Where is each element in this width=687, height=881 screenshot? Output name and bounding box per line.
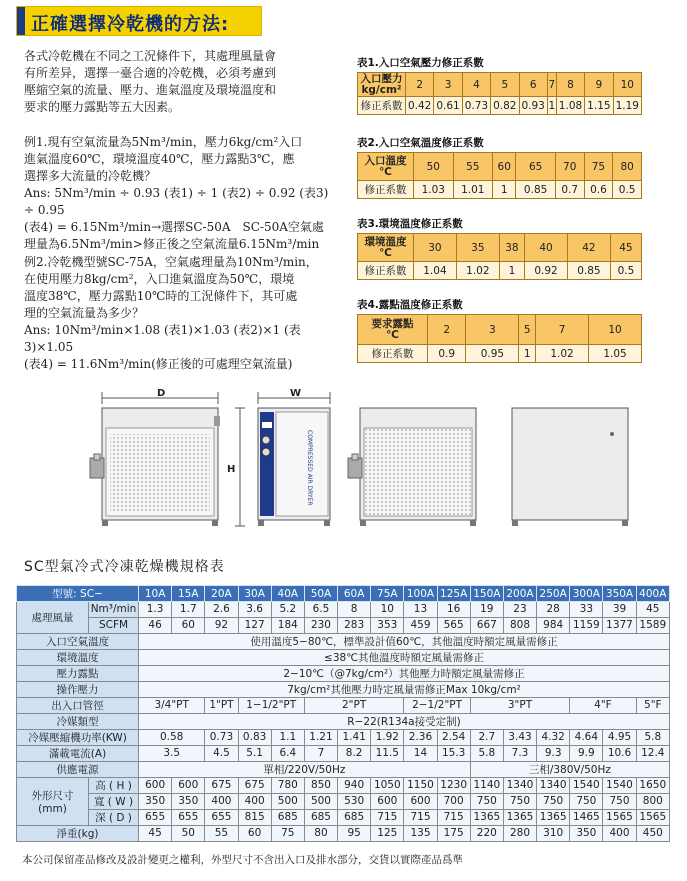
cell: 16 [437, 602, 470, 618]
cell: 1465 [570, 809, 603, 825]
cell: 1.21 [304, 729, 337, 745]
cell: 2.54 [437, 729, 470, 745]
cell: 11.5 [371, 745, 404, 761]
cell: 4.5 [205, 745, 238, 761]
table1-col: 5 [491, 73, 519, 97]
example-line: 理量為6.5Nm³/min>修正後之空氣流量6.15Nm³/min [24, 237, 320, 251]
table3-title: 表3.環境溫度修正系數 [357, 218, 463, 230]
table2-row-label: 修正系數 [358, 181, 414, 199]
table2-col: 80 [613, 153, 642, 181]
dryer-dimension-drawings [80, 384, 680, 542]
table2-val: 0.5 [613, 181, 642, 199]
cell: 1589 [636, 617, 669, 633]
table1-col: 2 [406, 73, 434, 97]
dewpoint-row [17, 665, 670, 681]
cell: 125 [371, 825, 404, 841]
dim-d-label: D [157, 388, 166, 399]
table3-val: 0.85 [567, 262, 610, 280]
table4-col: 3 [466, 315, 519, 345]
cell: 715 [404, 809, 437, 825]
intro-line: 要求的壓力露點等五大因素。 [24, 100, 181, 114]
table4-val: 1 [519, 345, 536, 363]
cell: 655 [139, 809, 172, 825]
table2-val: 0.7 [555, 181, 584, 199]
table1-pressure-correction [357, 72, 642, 115]
cell: 815 [238, 809, 271, 825]
table3-head: 環境溫度 ℃ [358, 234, 414, 262]
row-label: 供應電源 [17, 761, 139, 777]
flow-nm3-row [17, 602, 670, 618]
power-row [17, 729, 670, 745]
cell: 530 [338, 793, 371, 809]
cell: 1.92 [371, 729, 404, 745]
dim-label: 外形尺寸 (mm) [17, 777, 89, 825]
cell: 1365 [503, 809, 536, 825]
table2-title: 表2.入口空氣溫度修正系數 [357, 137, 484, 149]
table1-val: 1.08 [556, 97, 584, 115]
cell: 1565 [636, 809, 669, 825]
table1-col: 4 [462, 73, 490, 97]
cell: 39 [603, 602, 636, 618]
model-cell: 350A [603, 586, 636, 602]
cell: 1365 [470, 809, 503, 825]
model-cell: 10A [139, 586, 172, 602]
cell: 280 [503, 825, 536, 841]
flow-unit: SCFM [89, 617, 139, 633]
cell: 750 [537, 793, 570, 809]
table1-val: 1 [547, 97, 556, 115]
cell: 2.36 [404, 729, 437, 745]
cell: 220 [470, 825, 503, 841]
model-cell: 20A [205, 586, 238, 602]
cell: 4"F [570, 697, 636, 713]
cell: 5"F [636, 697, 669, 713]
table3-val: 1.02 [456, 262, 499, 280]
cell: 1.41 [338, 729, 371, 745]
cell: 600 [172, 777, 205, 793]
table3-val: 1.04 [414, 262, 457, 280]
cell: 675 [238, 777, 271, 793]
table4-title: 表4.露點溫度修正系數 [357, 299, 463, 311]
table3-row-label: 修正系數 [358, 262, 414, 280]
cell: 80 [304, 825, 337, 841]
cell: 1377 [603, 617, 636, 633]
cell: 2.6 [205, 602, 238, 618]
table1-head: 入口壓力 kg/cm² [358, 73, 406, 97]
cell: 750 [503, 793, 536, 809]
cell: 13 [404, 602, 437, 618]
intro-line: 壓縮空氣的流量、壓力、進氣溫度及環境溫度和 [24, 83, 277, 97]
dim-w-row [17, 793, 670, 809]
cell: 283 [338, 617, 371, 633]
table3-col: 35 [456, 234, 499, 262]
cell: 50 [172, 825, 205, 841]
rear-view-drawing [348, 408, 476, 526]
table2-col: 70 [555, 153, 584, 181]
table3-ambient-temp-correction [357, 233, 642, 280]
cell: 60 [172, 617, 205, 633]
cell: 135 [404, 825, 437, 841]
cell: 350 [139, 793, 172, 809]
cell: 667 [470, 617, 503, 633]
row-label: 出入口管徑 [17, 697, 139, 713]
table1-col: 3 [434, 73, 462, 97]
cell: 600 [404, 793, 437, 809]
table2-val: 1.03 [414, 181, 454, 199]
row-label: 操作壓力 [17, 681, 139, 697]
inlet-temp-row [17, 633, 670, 649]
model-cell: 100A [404, 586, 437, 602]
dim-h-label: H [227, 464, 236, 475]
cell: 715 [437, 809, 470, 825]
model-row [17, 586, 670, 602]
cell: 1650 [636, 777, 669, 793]
cell: 0.58 [139, 729, 205, 745]
cell: 10.6 [603, 745, 636, 761]
table2-col: 50 [414, 153, 454, 181]
cell: 1140 [470, 777, 503, 793]
cell: 1230 [437, 777, 470, 793]
example-line: 選擇多大流量的冷乾機？ [24, 169, 157, 183]
cell: 350 [172, 793, 205, 809]
flow-label: 處理風量 [17, 602, 89, 634]
cell: 19 [470, 602, 503, 618]
cell: 12.4 [636, 745, 669, 761]
cell: 808 [503, 617, 536, 633]
table4-val: 1.05 [589, 345, 642, 363]
cell: 23 [503, 602, 536, 618]
cell: 565 [437, 617, 470, 633]
cell: 46 [139, 617, 172, 633]
front-view-drawing [227, 388, 330, 526]
table2-val: 1 [493, 181, 516, 199]
cell: 1150 [404, 777, 437, 793]
table1-val: 0.82 [491, 97, 519, 115]
example-line: Ans: 5Nm³/min ÷ 0.93 (表1) ÷ 1 (表2) ÷ 0.92 (表3) ÷ 0.95 [24, 186, 329, 217]
cell: 92 [205, 617, 238, 633]
cell: 6.4 [271, 745, 304, 761]
cell: 685 [271, 809, 304, 825]
cell: 5.8 [470, 745, 503, 761]
cell: 984 [537, 617, 570, 633]
cell: 655 [205, 809, 238, 825]
row-label: 環境溫度 [17, 649, 139, 665]
model-cell: 200A [503, 586, 536, 602]
cell: 2.7 [470, 729, 503, 745]
cell: 33 [570, 602, 603, 618]
cell: 700 [437, 793, 470, 809]
cell: 1565 [603, 809, 636, 825]
example-1 [24, 134, 338, 253]
cell: 0.83 [238, 729, 271, 745]
table4-val: 0.9 [428, 345, 466, 363]
model-cell: 60A [338, 586, 371, 602]
cell: 127 [238, 617, 271, 633]
cell: 750 [570, 793, 603, 809]
table4-val: 1.02 [536, 345, 589, 363]
cell: 7 [304, 745, 337, 761]
model-cell: 30A [238, 586, 271, 602]
example-line: (表4) = 6.15Nm³/min→選擇SC-50A SC-50A空氣處 [24, 220, 324, 234]
cell: 655 [172, 809, 205, 825]
cell: 1−1/2"PT [238, 697, 304, 713]
cell: 9.9 [570, 745, 603, 761]
table1-val: 0.42 [406, 97, 434, 115]
ambient-row [17, 649, 670, 665]
cell: 4.64 [570, 729, 603, 745]
merged-cell: 使用溫度5−80℃，標準設計值60℃，其他溫度時額定風量需修正 [139, 633, 670, 649]
cell: 780 [271, 777, 304, 793]
table1-row-label: 修正系數 [358, 97, 406, 115]
cell: 1.1 [271, 729, 304, 745]
model-label: 型號: SC− [17, 586, 139, 602]
cell: 175 [437, 825, 470, 841]
cell: 5.8 [636, 729, 669, 745]
table1-val: 1.15 [585, 97, 613, 115]
cell: 3.6 [238, 602, 271, 618]
table4-val: 0.95 [466, 345, 519, 363]
cell: 8 [338, 602, 371, 618]
spec-table-title: SC型氣冷式冷凍乾燥機規格表 [24, 559, 225, 575]
cell: 60 [238, 825, 271, 841]
cell: 675 [205, 777, 238, 793]
cell: 600 [139, 777, 172, 793]
table2-col: 60 [493, 153, 516, 181]
model-cell: 75A [371, 586, 404, 602]
pipe-row [17, 697, 670, 713]
cell: 8.2 [338, 745, 371, 761]
table2-col: 75 [584, 153, 613, 181]
table3-col: 45 [610, 234, 641, 262]
cell: 500 [304, 793, 337, 809]
merged-cell: R−22(R134a接受定制) [139, 713, 670, 729]
example-line: 理的空氣流量為多少？ [24, 306, 145, 320]
table4-col: 10 [589, 315, 642, 345]
table1-val: 0.61 [434, 97, 462, 115]
table4-row-label: 修正系數 [358, 345, 428, 363]
cell: 353 [371, 617, 404, 633]
example-line: 例1.現有空氣流量為5Nm³/min，壓力6kg/cm²入口 [24, 135, 303, 149]
merged-cell: 單相/220V/50Hz [139, 761, 471, 777]
cell: 1540 [570, 777, 603, 793]
dim-sub-label: 寬 ( W ) [89, 793, 139, 809]
cell: 14 [404, 745, 437, 761]
cell: 75 [271, 825, 304, 841]
side-view-drawing [90, 388, 220, 526]
cell: 4.95 [603, 729, 636, 745]
cell: 500 [271, 793, 304, 809]
table4-head: 要求露點 ℃ [358, 315, 428, 345]
table4-col: 5 [519, 315, 536, 345]
table3-val: 0.5 [610, 262, 641, 280]
cell: 45 [636, 602, 669, 618]
cell: 5.2 [271, 602, 304, 618]
table2-val: 1.01 [453, 181, 493, 199]
intro-line: 有所差异，選擇一臺合適的冷乾機，必須考慮到 [24, 66, 277, 80]
table1-title: 表1.入口空氣壓力修正系數 [357, 57, 484, 69]
dim-w-label: W [290, 388, 302, 399]
title-accent [17, 7, 25, 35]
cell: 400 [205, 793, 238, 809]
table3-val: 1 [499, 262, 524, 280]
model-cell: 125A [437, 586, 470, 602]
cell: 1340 [503, 777, 536, 793]
model-cell: 50A [304, 586, 337, 602]
cell: 28 [537, 602, 570, 618]
example-line: (表4) = 11.6Nm³/min(修正後的可處理空氣流量) [24, 357, 293, 371]
cell: 350 [570, 825, 603, 841]
cell: 310 [537, 825, 570, 841]
cell: 3.5 [139, 745, 205, 761]
cell: 1159 [570, 617, 603, 633]
cell: 715 [371, 809, 404, 825]
cell: 750 [603, 793, 636, 809]
row-label: 淨重(kg) [17, 825, 139, 841]
refrig-row [17, 713, 670, 729]
cell: 230 [304, 617, 337, 633]
table1-col: 8 [556, 73, 584, 97]
cell: 7.3 [503, 745, 536, 761]
front-panel-text: COMPRESSED AIR DRYER [306, 430, 313, 506]
cell: 1540 [603, 777, 636, 793]
cell: 95 [338, 825, 371, 841]
cell: 459 [404, 617, 437, 633]
cell: 1"PT [205, 697, 238, 713]
example-2 [24, 254, 338, 373]
cell: 5.1 [238, 745, 271, 761]
cell: 10 [371, 602, 404, 618]
footer-note: 本公司保留產品修改及設計變更之權利，外型尺寸不含出入口及排水部分，交貨以實際產品爲準 [22, 854, 463, 866]
model-cell: 300A [570, 586, 603, 602]
merged-cell: 2−10℃（@7kg/cm²）其他壓力時額定風量需修正 [139, 665, 670, 681]
weight-row [17, 825, 670, 841]
cell: 450 [636, 825, 669, 841]
pressure-row [17, 681, 670, 697]
model-cell: 40A [271, 586, 304, 602]
model-cell: 15A [172, 586, 205, 602]
cell: 184 [271, 617, 304, 633]
page-title: 正確選擇冷乾機的方法: [31, 14, 230, 35]
table1-val: 1.19 [613, 97, 641, 115]
row-label: 入口空氣溫度 [17, 633, 139, 649]
example-line: 進氣溫度60℃，環境溫度40℃，壓力露點3℃，應 [24, 152, 295, 166]
table3-col: 30 [414, 234, 457, 262]
current-row [17, 745, 670, 761]
cell: 1.7 [172, 602, 205, 618]
cell: 6.5 [304, 602, 337, 618]
table2-col: 65 [516, 153, 556, 181]
cell: 1.3 [139, 602, 172, 618]
example-line: 例2.冷乾機型號SC-75A，空氣處理量為10Nm³/min， [24, 255, 318, 269]
merged-cell: ≤38℃其他溫度時額定風量需修正 [139, 649, 670, 665]
merged-cell: 7kg/cm²其他壓力時定風量需修正Max 10kg/cm² [139, 681, 670, 697]
cell: 3/4"PT [139, 697, 205, 713]
cell: 2"PT [304, 697, 404, 713]
cell: 2−1/2"PT [404, 697, 470, 713]
cell: 940 [338, 777, 371, 793]
cell: 9.3 [537, 745, 570, 761]
table4-col: 7 [536, 315, 589, 345]
cell: 45 [139, 825, 172, 841]
cell: 1365 [537, 809, 570, 825]
cell: 750 [470, 793, 503, 809]
example-line: Ans: 10Nm³/min×1.08 (表1)×1.03 (表2)×1 (表3)×1.05 [24, 323, 301, 354]
table2-col: 55 [453, 153, 493, 181]
table2-val: 0.85 [516, 181, 556, 199]
cell: 55 [205, 825, 238, 841]
table2-inlet-temp-correction [357, 152, 642, 199]
cell: 3"PT [470, 697, 570, 713]
table1-col: 6 [519, 73, 547, 97]
example-line: 溫度38℃，壓力露點10℃時的工況條件下，其可處 [24, 289, 298, 303]
table3-val: 0.92 [525, 262, 568, 280]
spec-table [16, 585, 670, 842]
intro-line: 各式冷乾機在不同之工況條件下，其處理風量會 [24, 49, 277, 63]
flow-unit: Nm³/min [89, 602, 139, 618]
vent-grille [110, 434, 210, 512]
cell: 685 [304, 809, 337, 825]
model-cell: 400A [636, 586, 669, 602]
table4-dewpoint-correction [357, 314, 642, 363]
row-label: 壓力露點 [17, 665, 139, 681]
table1-val: 0.73 [462, 97, 490, 115]
cell: 850 [304, 777, 337, 793]
dim-d-row [17, 809, 670, 825]
row-label: 冷媒壓縮機功率(KW) [17, 729, 139, 745]
table3-col: 40 [525, 234, 568, 262]
cell: 4.32 [537, 729, 570, 745]
cell: 800 [636, 793, 669, 809]
dim-sub-label: 深 ( D ) [89, 809, 139, 825]
row-label: 冷媒類型 [17, 713, 139, 729]
intro-paragraph [24, 48, 338, 116]
side-panel-view-drawing [512, 408, 628, 526]
table1-val: 0.93 [519, 97, 547, 115]
supply-row [17, 761, 670, 777]
example-line: 在使用壓力8kg/cm²，入口進氣溫度為50℃，環境 [24, 272, 295, 286]
cell: 400 [603, 825, 636, 841]
cell: 400 [238, 793, 271, 809]
table4-col: 2 [428, 315, 466, 345]
table2-val: 0.6 [584, 181, 613, 199]
cell: 600 [371, 793, 404, 809]
model-cell: 250A [537, 586, 570, 602]
merged-cell: 三相/380V/50Hz [470, 761, 669, 777]
table1-col: 7 [547, 73, 556, 97]
cell: 1050 [371, 777, 404, 793]
cell: 0.73 [205, 729, 238, 745]
cell: 3.43 [503, 729, 536, 745]
cell: 15.3 [437, 745, 470, 761]
table3-col: 38 [499, 234, 524, 262]
table1-col: 9 [585, 73, 613, 97]
cell: 1340 [537, 777, 570, 793]
page-title-bar [16, 6, 262, 36]
table2-head: 入口溫度 ℃ [358, 153, 414, 181]
cell: 685 [338, 809, 371, 825]
table1-col: 10 [613, 73, 641, 97]
model-cell: 150A [470, 586, 503, 602]
dim-sub-label: 高 ( H ) [89, 777, 139, 793]
table3-col: 42 [567, 234, 610, 262]
row-label: 滿載電流(A) [17, 745, 139, 761]
flow-scfm-row [17, 617, 670, 633]
dim-h-row [17, 777, 670, 793]
